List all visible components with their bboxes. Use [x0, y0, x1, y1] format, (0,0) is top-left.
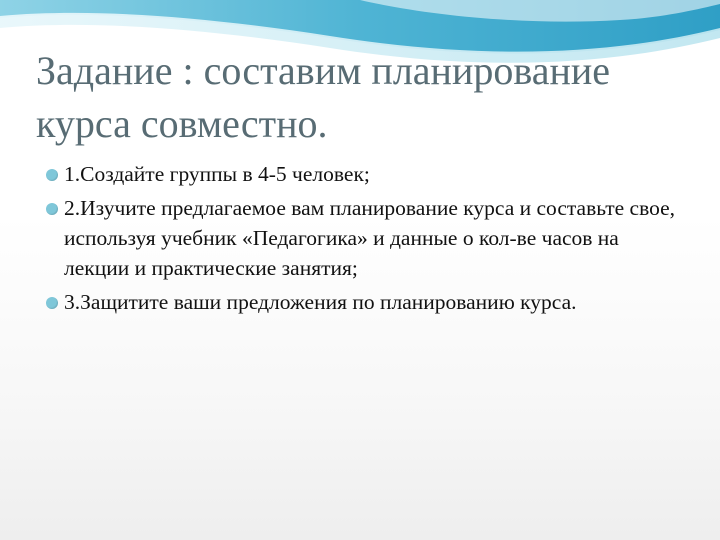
bullet-text: 3.Защитите ваши предложения по планированию курса. [64, 290, 577, 314]
bullet-item [46, 287, 686, 317]
bullet-dot-icon [46, 297, 58, 309]
bullet-dot-icon [46, 203, 58, 215]
bullet-item [46, 159, 686, 189]
slide-title: Задание : составим планирование курса совместно. [36, 48, 611, 146]
bullet-dot-icon [46, 169, 58, 181]
bullet-list [46, 159, 686, 321]
bullet-text: 2.Изучите предлагаемое вам планирование курса и составьте свое, используя учебник «Педагогика» и данные о кол-ве часов на лекции и практические занятия; [64, 196, 676, 280]
bullet-text: 1.Создайте группы в 4-5 человек; [64, 162, 370, 186]
bullet-item [46, 193, 686, 283]
